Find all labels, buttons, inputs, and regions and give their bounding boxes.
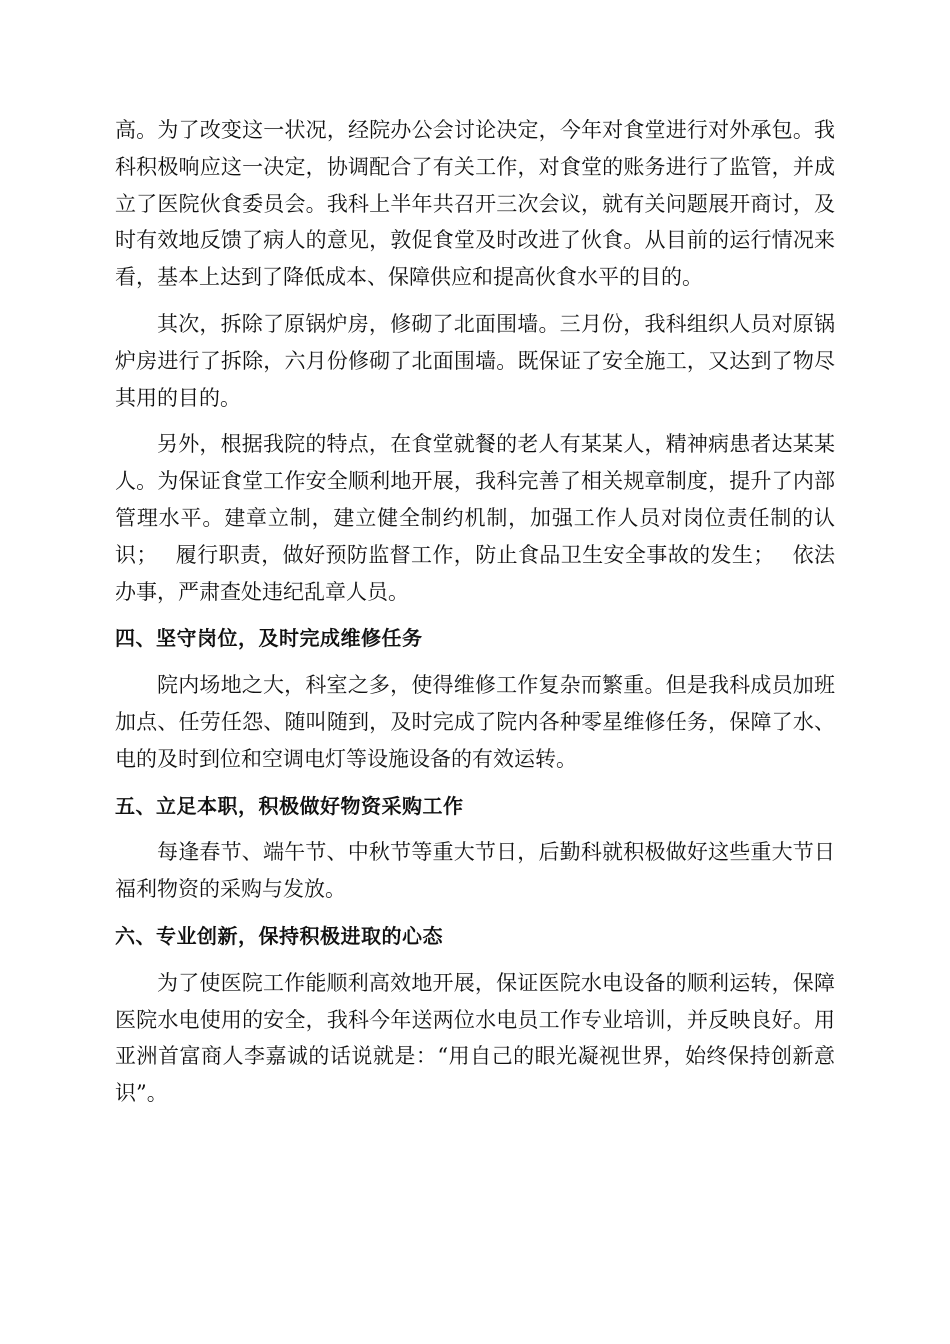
section-heading-innovation: 六、专业创新，保持积极进取的心态 [115, 923, 443, 948]
paragraph-innovation: 为了使医院工作能顺利高效地开展，保证医院水电设备的顺利运转，保障医院水电使用的安全，我科今年送两位水电员工作专业培训，并反映良好。用亚洲首富商人李嘉诚的话说就是：“用自己的眼光凝视世界，始终保持创新意识”。 [115, 970, 835, 1106]
paragraph-canteen-rules: 另外，根据我院的特点，在食堂就餐的老人有某某人，精神病患者达某某人。为保证食堂工作安全顺利地开展，我科完善了相关规章制度，提升了内部管理水平。建章立制，建立健全制约机制，加强工作人员对岗位责任制的认识； 履行职责，做好预防监督工作，防止食品卫生安全事故的发生； 依法办事，严肃查处违纪乱章人员。 [115, 432, 835, 604]
paragraph-maintenance: 院内场地之大，科室之多，使得维修工作复杂而繁重。但是我科成员加班加点、任劳任怨、随叫随到，及时完成了院内各种零星维修任务，保障了水、电的及时到位和空调电灯等设施设备的有效运转。 [115, 673, 835, 771]
paragraph-canteen-contracting: 高。为了改变这一状况，经院办公会讨论决定，今年对食堂进行对外承包。我科积极响应这一决定，协调配合了有关工作，对食堂的账务进行了监管，并成立了医院伙食委员会。我科上半年共召开三次会议，就有关问题展开商讨，及时有效地反馈了病人的意见，敦促食堂及时改进了伙食。从目前的运行情况来看，基本上达到了降低成本、保障供应和提高伙食水平的目的。 [115, 118, 835, 290]
section-heading-maintenance: 四、坚守岗位，及时完成维修任务 [115, 626, 423, 651]
paragraph-procurement: 每逢春节、端午节、中秋节等重大节日，后勤科就积极做好这些重大节日福利物资的采购与发放。 [115, 840, 835, 902]
section-heading-procurement: 五、立足本职，积极做好物资采购工作 [115, 793, 464, 818]
paragraph-boiler-room: 其次，拆除了原锅炉房，修砌了北面围墙。三月份，我科组织人员对原锅炉房进行了拆除，六月份修砌了北面围墙。既保证了安全施工，又达到了物尽其用的目的。 [115, 311, 835, 410]
document-page [115, 112, 835, 1122]
